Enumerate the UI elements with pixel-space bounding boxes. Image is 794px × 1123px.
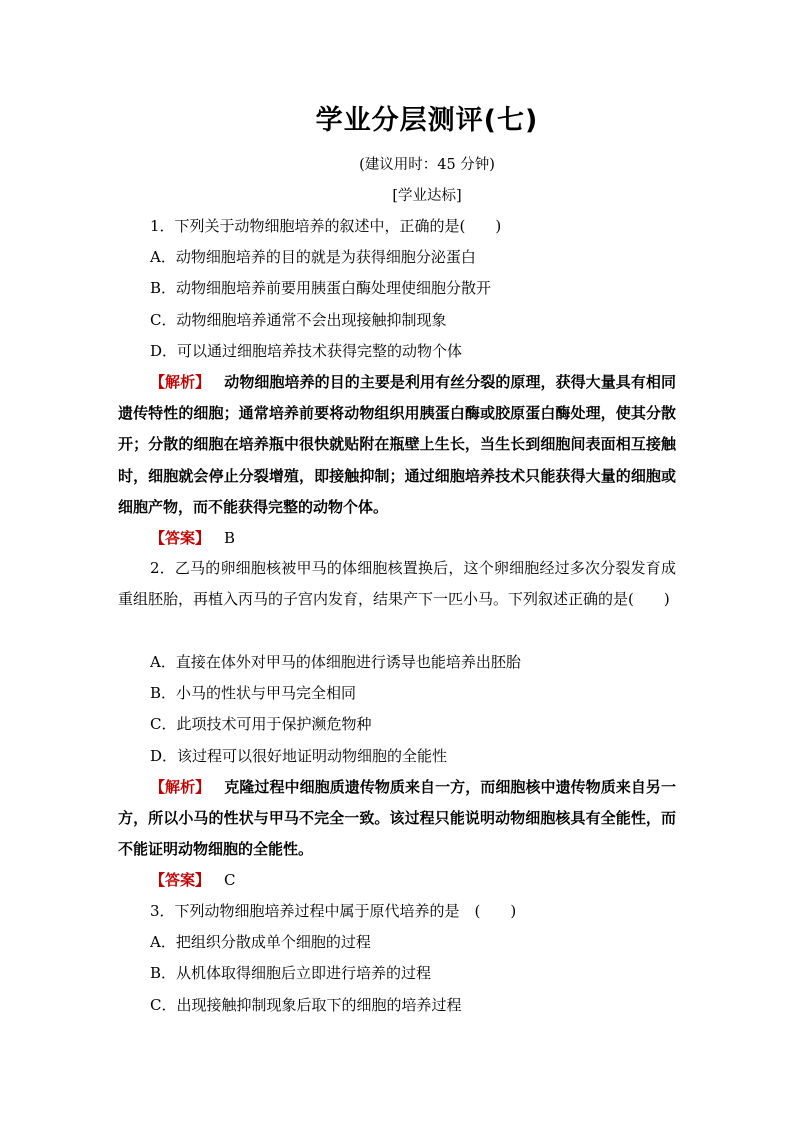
question-1-option-b: B．动物细胞培养前要用胰蛋白酶处理使细胞分散开 [150, 279, 492, 297]
analysis-label: 【解析】 [150, 778, 211, 796]
page-title: 学业分层测评(七) [315, 105, 539, 136]
question-1-option-a: A．动物细胞培养的目的就是为获得细胞分泌蛋白 [150, 248, 476, 266]
question-2-analysis [118, 772, 676, 866]
analysis-label: 【解析】 [150, 373, 211, 391]
question-1-answer [150, 528, 235, 548]
question-1-option-d: D．可以通过细胞培养技术获得完整的动物个体 [150, 342, 463, 360]
question-3-stem: 3．下列动物细胞培养过程中属于原代培养的是 ( ) [150, 902, 517, 920]
question-3-option-c: C．出现接触抑制现象后取下的细胞的培养过程 [150, 996, 462, 1014]
question-3-option-a: A．把组织分散成单个细胞的过程 [150, 933, 371, 951]
question-1-option-c: C．动物细胞培养通常不会出现接触抑制现象 [150, 311, 447, 329]
answer-label: 【答案】 [150, 871, 211, 889]
question-1-stem: 1．下列关于动物细胞培养的叙述中，正确的是( ) [150, 217, 502, 235]
section-heading: [学业达标] [392, 188, 462, 204]
time-note: (建议用时：45 分钟) [359, 157, 495, 173]
answer-value: C [224, 871, 236, 889]
question-2-option-c: C．此项技术可用于保护濒危物种 [150, 715, 372, 733]
analysis-text: 克隆过程中细胞质遗传物质来自一方，而细胞核中遗传物质来自另一方，所以小马的性状与甲马不完全一致。该过程只能说明动物细胞核具有全能性，而不能证明动物细胞的全能性。 [118, 778, 676, 859]
question-2-stem: 2．乙马的卵细胞核被甲马的体细胞核置换后，这个卵细胞经过多次分裂发育成重组胚胎，再植入丙马的子宫内发育，结果产下一匹小马。下列叙述正确的是( ) [118, 559, 676, 609]
question-2-option-a: A．直接在体外对甲马的体细胞进行诱导也能培养出胚胎 [150, 653, 521, 671]
question-2-option-d: D．该过程可以很好地证明动物细胞的全能性 [150, 747, 448, 765]
question-2-option-b: B．小马的性状与甲马完全相同 [150, 684, 357, 702]
answer-label: 【答案】 [150, 529, 211, 547]
question-1-analysis [118, 367, 676, 523]
answer-value: B [224, 529, 236, 547]
question-2-answer [150, 870, 236, 890]
question-3-option-b: B．从机体取得细胞后立即进行培养的过程 [150, 964, 432, 982]
analysis-text: 动物细胞培养的目的主要是利用有丝分裂的原理，获得大量具有相同遗传特性的细胞；通常培养前要将动物组织用胰蛋白酶或胶原蛋白酶处理，使其分散开；分散的细胞在培养瓶中很快就贴附在瓶壁上生长，当生长到细胞间表面相互接触时，细胞就会停止分裂增殖，即接触抑制；通过细胞培养技术只能获得大量的细胞或细胞产物，而不能获得完整的动物个体。 [118, 373, 676, 516]
